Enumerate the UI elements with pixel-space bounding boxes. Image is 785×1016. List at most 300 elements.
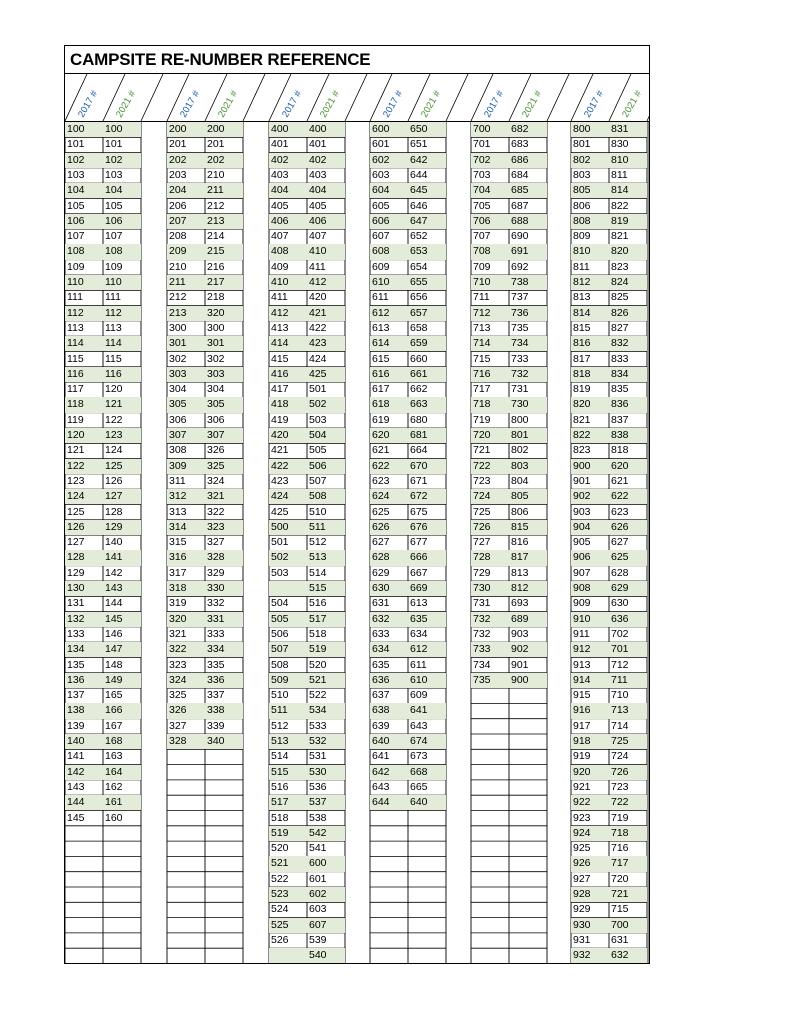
new-site-number <box>205 856 243 871</box>
old-site-number: 132 <box>65 612 103 627</box>
old-site-number: 734 <box>473 658 491 671</box>
old-site-number: 141 <box>67 750 85 763</box>
old-site-number: 144 <box>65 795 103 810</box>
new-site-number: 402 <box>307 153 345 168</box>
new-site-number: 687 <box>511 199 529 212</box>
new-site-number: 511 <box>307 520 345 535</box>
new-site-number: 302 <box>207 352 225 365</box>
old-site-number: 118 <box>65 397 103 412</box>
new-site-number: 802 <box>511 444 529 457</box>
header-divider <box>446 74 468 121</box>
old-site-number: 614 <box>370 336 408 351</box>
new-site-number: 645 <box>408 183 446 198</box>
old-site-number: 921 <box>573 780 591 793</box>
old-site-number: 139 <box>67 719 85 732</box>
new-site-number <box>205 749 243 764</box>
new-site-number <box>205 841 243 856</box>
new-site-number: 902 <box>509 642 547 657</box>
old-site-number: 643 <box>372 780 390 793</box>
old-site-number: 134 <box>65 642 103 657</box>
old-site-number <box>65 933 103 948</box>
new-site-number <box>205 918 243 933</box>
reference-sheet <box>64 45 650 964</box>
new-site-number: 830 <box>611 138 629 151</box>
new-site-number: 514 <box>309 566 327 579</box>
new-site-number <box>408 872 446 887</box>
new-site-number: 421 <box>307 306 345 321</box>
old-site-number: 703 <box>473 168 491 181</box>
old-site-number <box>167 872 205 887</box>
old-site-number: 818 <box>571 367 609 382</box>
new-site-number <box>103 933 141 948</box>
new-site-number: 834 <box>609 367 647 382</box>
old-site-number: 112 <box>65 306 103 321</box>
new-site-number <box>205 948 243 963</box>
old-site-number: 422 <box>269 459 307 474</box>
old-site-number: 912 <box>571 642 609 657</box>
old-site-number: 731 <box>473 597 491 610</box>
new-site-number: 521 <box>307 673 345 688</box>
old-site-number: 319 <box>169 597 187 610</box>
old-site-number: 421 <box>271 444 289 457</box>
new-site-number: 712 <box>611 658 629 671</box>
new-site-number: 692 <box>511 260 529 273</box>
new-site-number: 107 <box>105 230 123 243</box>
old-site-number: 811 <box>573 260 590 273</box>
old-site-number <box>167 795 205 810</box>
new-site-number: 539 <box>309 933 327 946</box>
new-site-number: 644 <box>410 168 428 181</box>
old-site-number: 519 <box>269 826 307 841</box>
new-site-number: 503 <box>309 413 327 426</box>
new-site-number: 167 <box>105 719 123 732</box>
old-site-number <box>471 688 509 703</box>
old-site-number <box>65 872 103 887</box>
old-site-number: 130 <box>65 581 103 596</box>
old-site-number: 722 <box>471 459 509 474</box>
new-site-number: 331 <box>205 612 243 627</box>
new-site-number: 326 <box>207 444 225 457</box>
new-site-number: 218 <box>207 291 225 304</box>
new-site-number: 147 <box>103 642 141 657</box>
old-site-number <box>167 780 205 795</box>
new-site-number: 659 <box>408 336 446 351</box>
old-site-number: 644 <box>370 795 408 810</box>
old-site-number: 732 <box>471 612 509 627</box>
old-site-number: 320 <box>167 612 205 627</box>
old-site-number: 917 <box>573 719 591 732</box>
old-site-number: 407 <box>271 230 289 243</box>
old-site-number <box>167 933 205 948</box>
new-site-number: 674 <box>408 734 446 749</box>
old-site-number: 102 <box>65 153 103 168</box>
new-site-number: 717 <box>609 856 647 871</box>
new-site-number <box>205 887 243 902</box>
old-site-number: 123 <box>67 474 85 487</box>
old-site-number: 909 <box>573 597 591 610</box>
new-site-number: 725 <box>609 734 647 749</box>
new-site-number: 128 <box>105 505 123 518</box>
new-site-number: 105 <box>105 199 123 212</box>
new-site-number: 200 <box>205 122 243 137</box>
new-site-number: 714 <box>611 719 629 732</box>
old-site-number <box>370 887 408 902</box>
old-site-number <box>471 765 509 780</box>
new-site-number: 422 <box>309 321 327 334</box>
header-divider <box>141 74 163 121</box>
new-site-number: 691 <box>509 244 547 259</box>
new-site-number: 143 <box>103 581 141 596</box>
new-site-number: 837 <box>611 413 629 426</box>
new-site-number: 655 <box>408 275 446 290</box>
new-site-number: 713 <box>609 703 647 718</box>
new-site-number: 531 <box>309 750 327 763</box>
new-site-number: 163 <box>105 750 123 763</box>
old-site-number: 312 <box>167 489 205 504</box>
old-site-number: 523 <box>269 887 307 902</box>
sheet-title: CAMPSITE RE-NUMBER REFERENCE <box>70 50 371 69</box>
new-site-number <box>408 933 446 948</box>
header-2017-label: 2017 # <box>582 88 607 120</box>
old-site-number <box>167 811 205 826</box>
new-site-number: 305 <box>205 397 243 412</box>
new-site-number: 111 <box>105 291 121 304</box>
new-site-number: 125 <box>103 459 141 474</box>
old-site-number: 203 <box>169 168 187 181</box>
old-site-number: 710 <box>471 275 509 290</box>
new-site-number: 517 <box>307 612 345 627</box>
new-site-number: 641 <box>408 703 446 718</box>
old-site-number: 908 <box>571 581 609 596</box>
new-site-number: 823 <box>611 260 629 273</box>
old-site-number: 504 <box>271 597 289 610</box>
new-site-number <box>205 780 243 795</box>
old-site-number: 124 <box>65 489 103 504</box>
old-site-number <box>471 948 509 963</box>
new-site-number: 629 <box>609 581 647 596</box>
old-site-number <box>167 765 205 780</box>
header-divider <box>345 74 367 121</box>
old-site-number: 309 <box>167 459 205 474</box>
old-site-number: 115 <box>67 352 84 365</box>
new-site-number: 835 <box>611 383 629 396</box>
old-site-number: 314 <box>167 520 205 535</box>
new-site-number: 115 <box>105 352 122 365</box>
old-site-number <box>167 749 205 764</box>
new-site-number: 663 <box>408 397 446 412</box>
old-site-number: 122 <box>65 459 103 474</box>
old-site-number: 301 <box>167 336 205 351</box>
new-site-number: 112 <box>103 306 141 321</box>
old-site-number <box>471 841 509 856</box>
new-site-number: 337 <box>207 689 225 702</box>
old-site-number: 202 <box>167 153 205 168</box>
new-site-number: 805 <box>509 489 547 504</box>
new-site-number: 821 <box>611 230 629 243</box>
old-site-number: 210 <box>169 260 187 273</box>
old-site-number: 402 <box>269 153 307 168</box>
old-site-number: 406 <box>269 214 307 229</box>
old-site-number: 142 <box>65 765 103 780</box>
new-site-number: 127 <box>103 489 141 504</box>
old-site-number: 518 <box>271 811 289 824</box>
new-site-number: 216 <box>207 260 225 273</box>
new-site-number: 822 <box>611 199 629 212</box>
old-site-number: 902 <box>571 489 609 504</box>
old-site-number: 200 <box>167 122 205 137</box>
new-site-number: 340 <box>205 734 243 749</box>
new-site-number: 129 <box>103 520 141 535</box>
old-site-number: 125 <box>67 505 85 518</box>
new-site-number: 339 <box>207 719 225 732</box>
old-site-number <box>471 933 509 948</box>
new-site-number: 900 <box>509 673 547 688</box>
old-site-number <box>65 918 103 933</box>
header-divider <box>243 74 265 121</box>
new-site-number: 824 <box>609 275 647 290</box>
old-site-number: 620 <box>370 428 408 443</box>
new-site-number: 665 <box>410 780 428 793</box>
old-site-number: 128 <box>65 550 103 565</box>
old-site-number: 803 <box>573 168 591 181</box>
old-site-number: 924 <box>571 826 609 841</box>
new-site-number: 212 <box>207 199 225 212</box>
new-site-number: 307 <box>205 428 243 443</box>
old-site-number: 517 <box>269 795 307 810</box>
old-site-number: 324 <box>167 673 205 688</box>
new-site-number: 680 <box>410 413 428 426</box>
old-site-number: 317 <box>169 566 187 579</box>
new-site-number: 646 <box>410 199 428 212</box>
new-site-number: 831 <box>609 122 647 137</box>
old-site-number: 610 <box>370 275 408 290</box>
old-site-number: 815 <box>573 321 591 334</box>
old-site-number: 708 <box>471 244 509 259</box>
old-site-number: 718 <box>471 397 509 412</box>
new-site-number: 116 <box>103 367 141 382</box>
old-site-number: 631 <box>372 597 390 610</box>
new-site-number: 510 <box>309 505 327 518</box>
old-site-number: 509 <box>269 673 307 688</box>
old-site-number <box>471 826 509 841</box>
new-site-number: 813 <box>511 566 529 579</box>
old-site-number: 321 <box>169 627 187 640</box>
new-site-number: 113 <box>105 321 122 334</box>
new-site-number: 732 <box>509 367 547 382</box>
old-site-number <box>370 948 408 963</box>
old-site-number <box>370 872 408 887</box>
header-2021-label: 2021 # <box>114 88 139 120</box>
new-site-number: 693 <box>511 597 529 610</box>
old-site-number <box>471 719 509 734</box>
new-site-number: 647 <box>408 214 446 229</box>
new-site-number <box>408 948 446 963</box>
new-site-number: 324 <box>207 474 225 487</box>
old-site-number: 900 <box>571 459 609 474</box>
old-site-number: 119 <box>67 413 84 426</box>
new-site-number: 532 <box>307 734 345 749</box>
new-site-number: 726 <box>609 765 647 780</box>
new-site-number: 425 <box>307 367 345 382</box>
new-site-number: 630 <box>611 597 629 610</box>
old-site-number <box>471 734 509 749</box>
new-site-number: 424 <box>309 352 327 365</box>
old-site-number: 713 <box>473 321 491 334</box>
new-site-number: 827 <box>611 321 629 334</box>
old-site-number: 716 <box>471 367 509 382</box>
header-2017-label: 2017 # <box>280 88 305 120</box>
old-site-number <box>370 918 408 933</box>
title-row <box>65 46 649 74</box>
new-site-number: 334 <box>205 642 243 657</box>
new-site-number <box>408 856 446 871</box>
new-site-number: 652 <box>410 230 428 243</box>
old-site-number <box>370 826 408 841</box>
new-site-number: 100 <box>103 122 141 137</box>
new-site-number: 146 <box>105 627 123 640</box>
new-site-number <box>509 795 547 810</box>
new-site-number: 826 <box>609 306 647 321</box>
new-site-number: 690 <box>511 230 529 243</box>
old-site-number: 514 <box>271 750 289 763</box>
old-site-number: 637 <box>372 689 390 702</box>
new-site-number: 321 <box>205 489 243 504</box>
new-site-number: 710 <box>611 689 629 702</box>
new-site-number <box>103 918 141 933</box>
old-site-number <box>370 856 408 871</box>
new-site-number: 635 <box>408 612 446 627</box>
new-site-number: 816 <box>511 536 529 549</box>
new-site-number: 144 <box>105 597 123 610</box>
old-site-number: 101 <box>67 138 85 151</box>
old-site-number: 327 <box>169 719 187 732</box>
new-site-number: 720 <box>611 872 629 885</box>
old-site-number: 106 <box>65 214 103 229</box>
old-site-number: 928 <box>571 887 609 902</box>
new-site-number: 404 <box>307 183 345 198</box>
header-2017-label: 2017 # <box>76 88 101 120</box>
new-site-number: 121 <box>103 397 141 412</box>
new-site-number: 634 <box>410 627 428 640</box>
old-site-number: 808 <box>571 214 609 229</box>
old-site-number: 316 <box>167 550 205 565</box>
new-site-number: 108 <box>103 244 141 259</box>
new-site-number: 516 <box>309 597 327 610</box>
old-site-number: 520 <box>271 842 289 855</box>
old-site-number: 606 <box>370 214 408 229</box>
old-site-number: 642 <box>370 765 408 780</box>
old-site-number: 641 <box>372 750 390 763</box>
old-site-number: 411 <box>271 291 288 304</box>
old-site-number: 207 <box>167 214 205 229</box>
new-site-number: 722 <box>609 795 647 810</box>
new-site-number <box>509 902 547 917</box>
new-site-number: 542 <box>307 826 345 841</box>
old-site-number: 135 <box>67 658 85 671</box>
new-site-number <box>408 918 446 933</box>
old-site-number: 806 <box>573 199 591 212</box>
new-site-number: 109 <box>105 260 123 273</box>
old-site-number: 522 <box>271 872 289 885</box>
new-site-number <box>408 826 446 841</box>
new-site-number: 901 <box>511 658 529 671</box>
old-site-number: 805 <box>571 183 609 198</box>
old-site-number: 105 <box>67 199 85 212</box>
new-site-number <box>509 918 547 933</box>
old-site-number: 724 <box>471 489 509 504</box>
new-site-number: 505 <box>309 444 327 457</box>
new-site-number: 622 <box>609 489 647 504</box>
new-site-number: 676 <box>408 520 446 535</box>
old-site-number <box>167 918 205 933</box>
old-site-number: 918 <box>571 734 609 749</box>
new-site-number: 325 <box>205 459 243 474</box>
old-site-number <box>167 826 205 841</box>
new-site-number: 803 <box>509 459 547 474</box>
new-site-number: 328 <box>205 550 243 565</box>
old-site-number: 308 <box>169 444 187 457</box>
old-site-number: 304 <box>169 383 187 396</box>
new-site-number: 213 <box>205 214 243 229</box>
new-site-number: 657 <box>408 306 446 321</box>
new-site-number: 304 <box>207 383 225 396</box>
old-site-number <box>370 841 408 856</box>
new-site-number: 815 <box>509 520 547 535</box>
header-2021-label: 2021 # <box>216 88 241 120</box>
new-site-number <box>509 765 547 780</box>
new-site-number: 122 <box>105 413 123 426</box>
new-site-number: 612 <box>408 642 446 657</box>
old-site-number: 137 <box>67 689 85 702</box>
new-site-number: 142 <box>105 566 123 579</box>
old-site-number: 120 <box>65 428 103 443</box>
new-site-number: 306 <box>207 413 225 426</box>
old-site-number: 916 <box>571 703 609 718</box>
old-site-number <box>65 902 103 917</box>
old-site-number <box>471 703 509 718</box>
old-site-number: 507 <box>269 642 307 657</box>
new-site-number: 642 <box>408 153 446 168</box>
old-site-number: 513 <box>269 734 307 749</box>
new-site-number: 660 <box>410 352 428 365</box>
new-site-number: 501 <box>309 383 327 396</box>
old-site-number <box>471 902 509 917</box>
new-site-number: 420 <box>309 291 327 304</box>
old-site-number: 110 <box>65 275 103 290</box>
old-site-number: 636 <box>370 673 408 688</box>
new-site-number <box>205 795 243 810</box>
new-site-number: 718 <box>609 826 647 841</box>
header-2021-label: 2021 # <box>620 88 645 120</box>
new-site-number: 721 <box>609 887 647 902</box>
new-site-number: 140 <box>105 536 123 549</box>
old-site-number: 416 <box>269 367 307 382</box>
new-site-number: 602 <box>307 887 345 902</box>
old-site-number: 609 <box>372 260 390 273</box>
old-site-number: 802 <box>571 153 609 168</box>
header-divider <box>547 74 569 121</box>
new-site-number <box>103 948 141 963</box>
new-site-number: 101 <box>105 138 123 151</box>
old-site-number: 521 <box>269 856 307 871</box>
old-site-number: 201 <box>169 138 187 151</box>
old-site-number: 417 <box>271 383 289 396</box>
old-site-number <box>471 872 509 887</box>
new-site-number: 330 <box>205 581 243 596</box>
new-site-number: 820 <box>609 244 647 259</box>
old-site-number: 143 <box>67 780 85 793</box>
new-site-number: 724 <box>611 750 629 763</box>
